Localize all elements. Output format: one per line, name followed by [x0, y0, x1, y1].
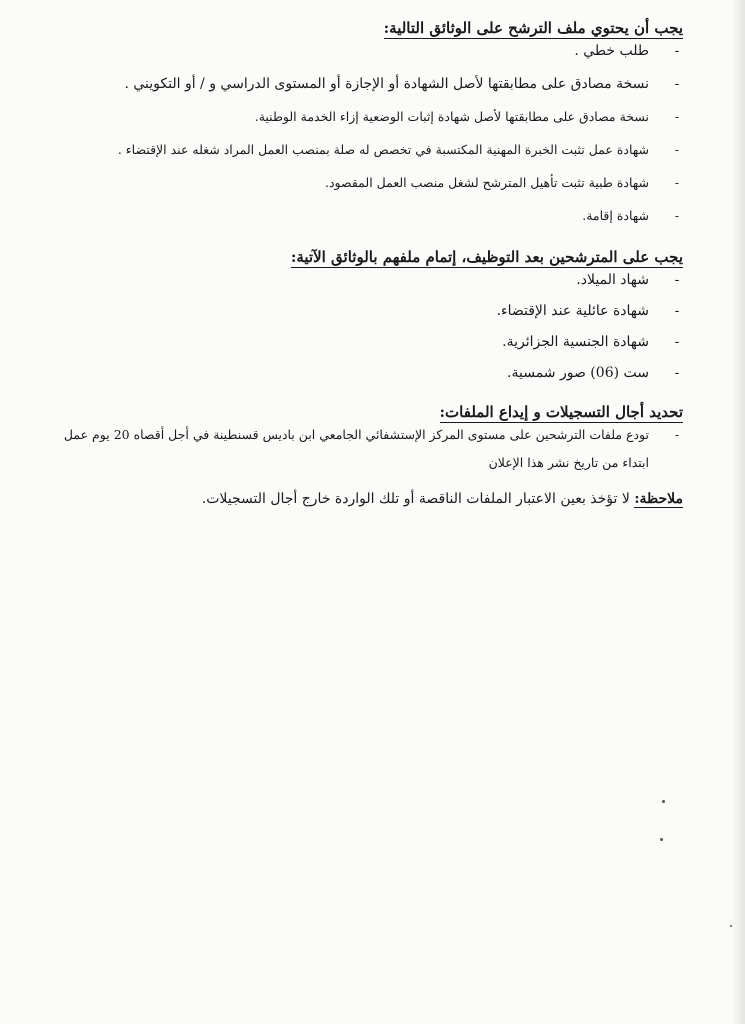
bullet-dash: - [674, 109, 680, 124]
list-item: - نسخة مصادق على مطابقتها لأصل الشهادة أو الإجازة أو المستوى الدراسي و / أو التكويني . [53, 73, 683, 95]
bullet-dash: - [674, 43, 680, 59]
list-item: - شهادة عمل تثبت الخبرة المهنية المكتسبة في تخصص له صلة بمنصب العمل المراد شغله عند الإقتضاء . [53, 139, 683, 161]
list-item: - شهادة إقامة. [53, 205, 683, 227]
note [53, 488, 683, 510]
bullet-dash: - [674, 303, 680, 319]
required-documents-list [53, 40, 683, 227]
bullet-dash: - [674, 365, 680, 381]
list-item: - طلب خطي . [53, 40, 683, 62]
section-heading-deadlines: تحديد أجال التسجيلات و إيداع الملفات: [439, 403, 683, 421]
scan-speck [730, 925, 732, 927]
bullet-dash: - [674, 142, 680, 157]
bullet-dash: - [674, 272, 680, 288]
list-item: - شهادة عائلية عند الإقتضاء. [53, 300, 683, 322]
list-item: - شهادة طبية تثبت تأهيل المترشح لشغل منصب العمل المقصود. [53, 172, 683, 194]
list-item: - نسخة مصادق على مطابقتها لأصل شهادة إثبات الوضعية إزاء الخدمة الوطنية. [53, 106, 683, 128]
section-heading-after-recruitment: يجب على المترشحين بعد التوظيف، إتمام ملفهم بالوثائق الآتية: [290, 248, 683, 266]
list-item: - شهاد الميلاد. [53, 269, 683, 291]
scanned-page-edge [731, 0, 745, 1024]
note-text: لا تؤخذ بعين الاعتبار الملفات الناقصة أو تلك الواردة خارج أجال التسجيلات. [201, 491, 635, 507]
list-item: - ست (06) صور شمسية. [53, 362, 683, 384]
deadlines-list [53, 424, 683, 446]
section-heading-required-documents: يجب أن يحتوي ملف الترشح على الوثائق التالية: [383, 19, 683, 37]
bullet-dash: - [674, 208, 680, 223]
document-body [53, 14, 683, 524]
list-item: - تودع ملفات الترشحين على مستوى المركز الإستشفائي الجامعي ابن باديس قسنطينة في أجل أقصاه 20 يوم عمل [53, 424, 683, 446]
bullet-dash: - [674, 175, 680, 190]
deadline-continuation: ابتداء من تاريخ نشر هذا الإعلان [488, 455, 649, 470]
after-recruitment-documents-list [53, 269, 683, 384]
scan-speck [662, 800, 665, 803]
bullet-dash: - [674, 76, 680, 92]
bullet-dash: - [674, 334, 680, 350]
scan-speck [660, 838, 663, 841]
list-item: - شهادة الجنسية الجزائرية. [53, 331, 683, 353]
note-label: ملاحظة: [634, 491, 683, 507]
bullet-dash: - [674, 427, 680, 442]
